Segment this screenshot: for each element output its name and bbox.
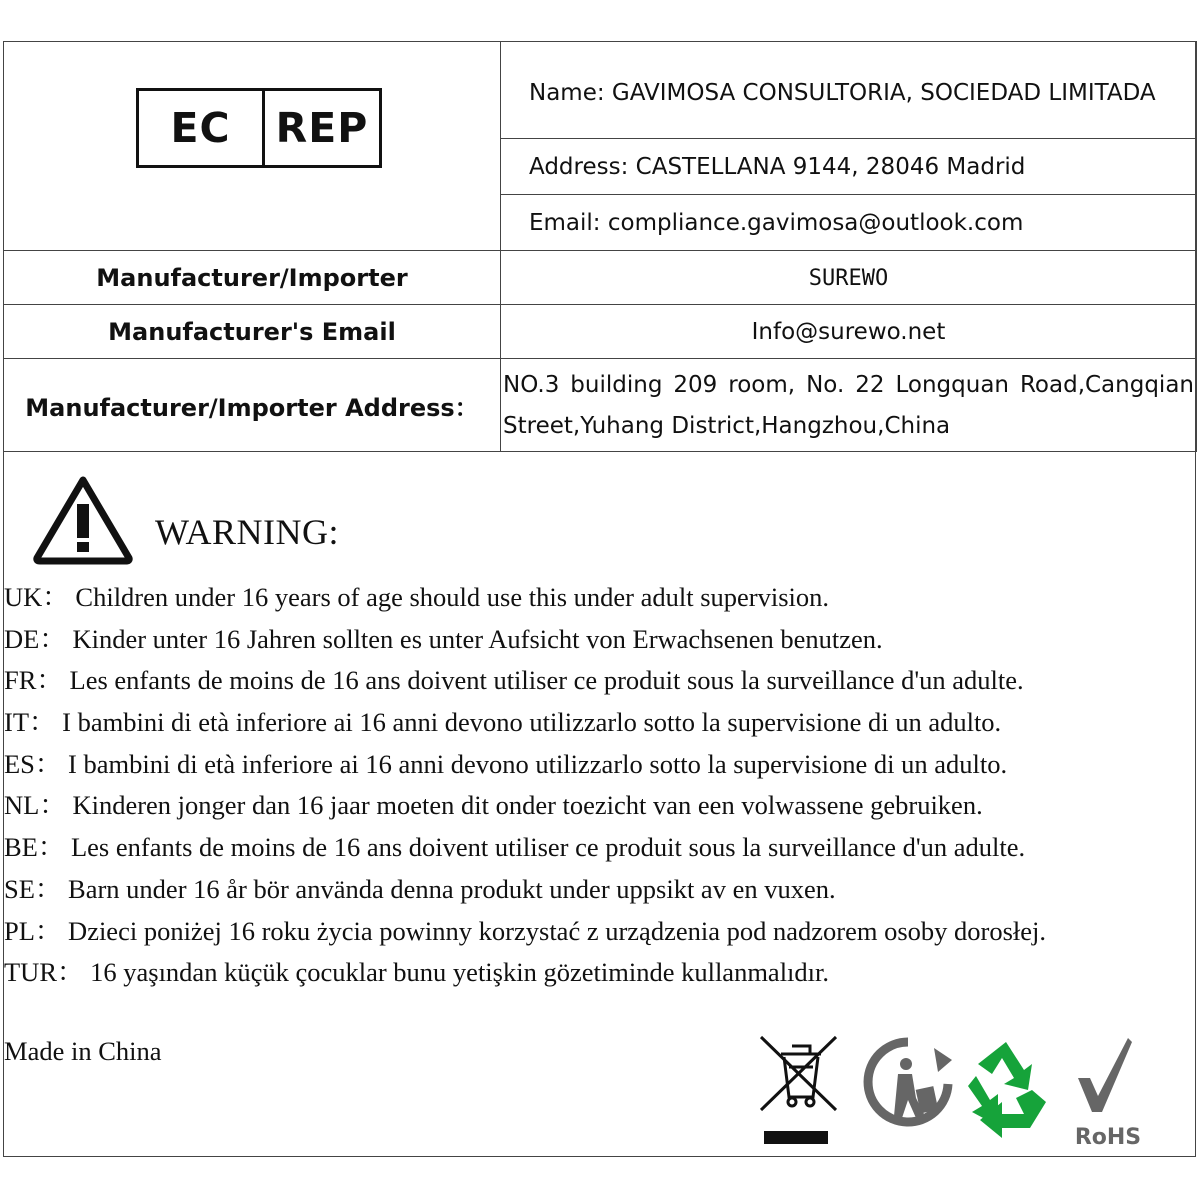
ec-label: EC: [139, 91, 265, 165]
manufacturer-email-value: Info@surewo.net: [501, 305, 1197, 359]
warning-line-uk: UK： Children under 16 years of age should use this under adult supervision.: [4, 582, 830, 612]
manufacturer-address-value: [501, 359, 1197, 452]
warning-lines: [4, 575, 1046, 992]
warning-triangle-icon: [31, 474, 135, 566]
manufacturer-email-label: Manufacturer's Email: [4, 305, 501, 359]
tidyman-recycle-icon: [868, 1042, 952, 1122]
compliance-table: [3, 41, 1197, 452]
warning-line-be: BE： Les enfants de moins de 16 ans doivent utiliser ce produit sous la surveillance d'un adulte.: [4, 832, 1026, 863]
ec-rep-mark: [136, 88, 382, 168]
address-line-1: NO.3 building 209 room, No. 22 Longquan Road,Cangqian: [503, 372, 1194, 398]
warning-line-fr: FR： Les enfants de moins de 16 ans doivent utiliser ce produit sous la surveillance d'un adulte.: [4, 665, 1024, 696]
warning-line-tur: TUR： 16 yaşından küçük çocuklar bunu yetişkin gözetiminde kullanmalıdır.: [4, 957, 830, 988]
warning-line-de: DE： Kinder unter 16 Jahren sollten es unter Aufsicht von Erwachsenen benutzen.: [4, 623, 883, 654]
importer-value: [501, 251, 1197, 305]
warning-line-nl: NL： Kinderen jonger dan 16 jaar moeten dit onder toezicht van een volwassene gebruiken.: [4, 790, 983, 821]
rohs-label: RoHS: [1074, 1125, 1142, 1150]
weee-crossed-bin-icon: [761, 1037, 836, 1144]
ec-rep-email: Email: compliance.gavimosa@outlook.com: [501, 195, 1197, 251]
warning-line-se: SE： Barn under 16 år bör använda denna produkt under uppsikt av en vuxen.: [4, 873, 836, 904]
rep-label: REP: [275, 104, 369, 152]
warning-line-it: IT： I bambini di età inferiore ai 16 anni devono utilizzarlo sotto la supervisione di un adulto.: [4, 707, 1002, 738]
ec-rep-cell: [4, 42, 501, 251]
brand-name: SUREWO: [808, 265, 889, 291]
compliance-symbols: [756, 1032, 1156, 1150]
importer-label: Manufacturer/Importer: [4, 251, 501, 305]
manufacturer-address-label: Manufacturer/Importer Address：: [4, 359, 501, 452]
ec-rep-address: Address: CASTELLANA 9144, 28046 Madrid: [501, 139, 1197, 195]
ec-rep-name: Name: GAVIMOSA CONSULTORIA, SOCIEDAD LIMITADA: [501, 42, 1197, 139]
made-in-label: Made in China: [4, 1036, 162, 1066]
address-line-2: Street,Yuhang District,Hangzhou,China: [503, 413, 951, 439]
recycle-icon: [968, 1042, 1046, 1138]
warning-title: WARNING:: [155, 512, 339, 552]
rohs-mark: [1075, 1038, 1141, 1150]
warning-line-es: ES： I bambini di età inferiore ai 16 anni devono utilizzarlo sotto la supervisione di un adulto.: [4, 748, 1008, 779]
warning-line-pl: PL： Dzieci poniżej 16 roku życia powinny korzystać z urządzenia pod nadzorem osoby dorosłej.: [4, 915, 1047, 946]
